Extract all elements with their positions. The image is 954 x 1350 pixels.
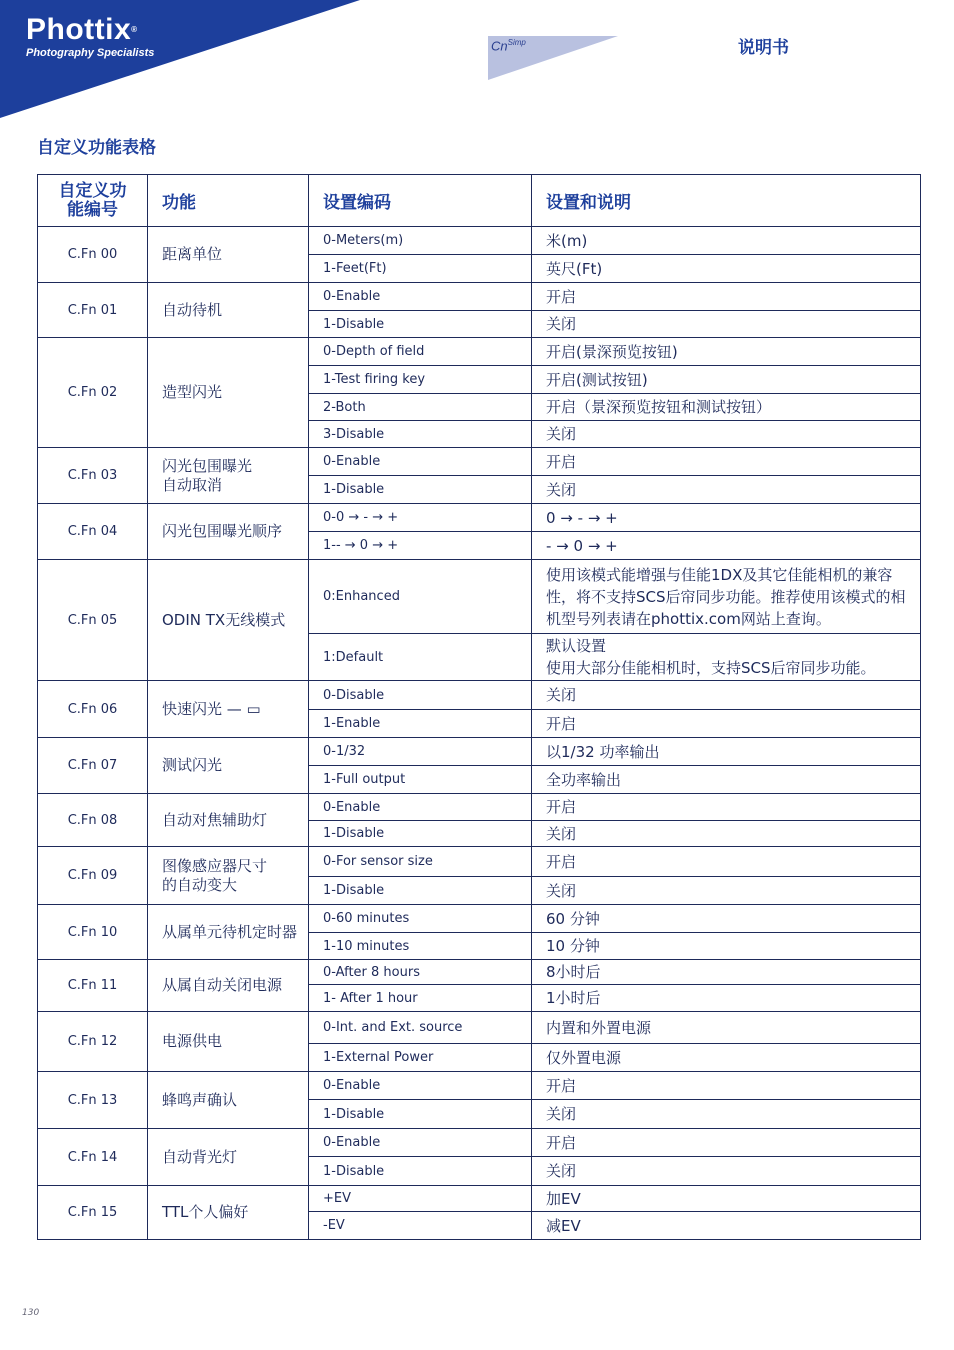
setting-description: 关闭 [532,1157,921,1186]
cfn-number: C.Fn 12 [38,1012,148,1072]
table-row [38,560,921,634]
setting-code: 0-Enable [309,1072,532,1100]
setting-description: 开启 [532,1129,921,1157]
cfn-number: C.Fn 05 [38,560,148,681]
table-row [38,338,921,366]
setting-code: 1-Disable [309,821,532,847]
setting-description: 米(m) [532,227,921,255]
setting-description: 开启 [532,847,921,877]
setting-code: 1-Disable [309,311,532,338]
table-row [38,283,921,311]
setting-code: 0-Enable [309,794,532,821]
setting-code: 2-Both [309,394,532,421]
setting-code: 1-Disable [309,1157,532,1186]
brand-tagline: Photography Specialists [26,47,155,59]
setting-code: 1:Default [309,634,532,681]
table-row [38,448,921,476]
table-row [38,794,921,821]
cfn-number: C.Fn 08 [38,794,148,847]
cfn-number: C.Fn 09 [38,847,148,905]
setting-code: 1-Disable [309,476,532,504]
setting-description: 以1/32 功率输出 [532,738,921,766]
table-row [38,847,921,877]
setting-code: 0-After 8 hours [309,960,532,985]
setting-code: 0-For sensor size [309,847,532,877]
brand-name: Phottix [26,13,132,46]
setting-description: 开启 [532,1072,921,1100]
table-row [38,1012,921,1044]
function-name: 造型闪光 [148,338,309,448]
cfn-number: C.Fn 01 [38,283,148,338]
setting-description: 加EV [532,1186,921,1212]
setting-description: 关闭 [532,821,921,847]
manual-title: 说明书 [738,38,789,58]
cfn-number: C.Fn 11 [38,960,148,1012]
setting-code: 0-0 → - → + [309,504,532,532]
setting-description: 仅外置电源 [532,1044,921,1072]
setting-description: 0 → - → + [532,504,921,532]
setting-code: 1-Full output [309,766,532,794]
cfn-number: C.Fn 10 [38,905,148,960]
setting-code: 0-Meters(m) [309,227,532,255]
table-row [38,227,921,255]
setting-description: 开启(景深预览按钮) [532,338,921,366]
setting-code: 1-Feet(Ft) [309,255,532,283]
header-setting-description: 设置和说明 [532,175,921,227]
table-row [38,681,921,710]
function-name: 自动待机 [148,283,309,338]
setting-code: 0-60 minutes [309,905,532,933]
function-name: ODIN TX无线模式 [148,560,309,681]
table-row [38,905,921,933]
setting-description: 开启（景深预览按钮和测试按钮） [532,394,921,421]
setting-code: 1-10 minutes [309,933,532,960]
function-name: 从属自动关闭电源 [148,960,309,1012]
header-setting-code: 设置编码 [309,175,532,227]
setting-description: 开启 [532,794,921,821]
function-name: 自动背光灯 [148,1129,309,1186]
setting-description: 60 分钟 [532,905,921,933]
phottix-logo [26,14,154,60]
function-name: 图像感应器尺寸 的自动变大 [148,847,309,905]
cfn-number: C.Fn 03 [38,448,148,504]
setting-code: 1- After 1 hour [309,985,532,1012]
setting-description: 默认设置 使用大部分佳能相机时，支持SCS后帘同步功能。 [532,634,921,681]
cfn-number: C.Fn 04 [38,504,148,560]
header-function: 功能 [148,175,309,227]
setting-description: 关闭 [532,421,921,448]
cfn-number: C.Fn 02 [38,338,148,448]
table-row [38,960,921,985]
setting-description: 减EV [532,1212,921,1240]
setting-description: 关闭 [532,681,921,710]
function-name: 距离单位 [148,227,309,283]
setting-description: 8小时后 [532,960,921,985]
setting-description: 开启 [532,710,921,738]
setting-code: 1-Disable [309,877,532,905]
cfn-number: C.Fn 13 [38,1072,148,1129]
function-name: 快速闪光 — ▭ [148,681,309,738]
table-row [38,1129,921,1157]
setting-description: 开启 [532,448,921,476]
table-row [38,504,921,532]
setting-code: 0-Disable [309,681,532,710]
setting-description: 关闭 [532,877,921,905]
setting-code: 1-- → 0 → + [309,532,532,560]
setting-description: 开启 [532,283,921,311]
setting-description: 使用该模式能增强与佳能1DX及其它佳能相机的兼容性，将不支持SCS后帘同步功能。推荐使用该模式的相机型号列表请在phottix.com网站上查询。 [532,560,921,634]
table-header-row [38,175,921,227]
setting-code: 0-Enable [309,283,532,311]
custom-function-table [37,174,921,1240]
cfn-number: C.Fn 15 [38,1186,148,1240]
setting-code: 1-Enable [309,710,532,738]
setting-description: 全功率输出 [532,766,921,794]
setting-code: 3-Disable [309,421,532,448]
setting-code: 0:Enhanced [309,560,532,634]
section-title: 自定义功能表格 [37,138,156,158]
setting-description: 关闭 [532,1100,921,1129]
setting-code: 1-Test firing key [309,366,532,394]
setting-code: 1-External Power [309,1044,532,1072]
language-label: $Cn^{Simp}$ [491,38,526,54]
registered-mark: ® [131,25,138,34]
function-name: 蜂鸣声确认 [148,1072,309,1129]
setting-code: 0-Enable [309,1129,532,1157]
setting-description: 内置和外置电源 [532,1012,921,1044]
cfn-number: C.Fn 06 [38,681,148,738]
setting-code: -EV [309,1212,532,1240]
function-name: 电源供电 [148,1012,309,1072]
function-name: 测试闪光 [148,738,309,794]
setting-description: 1小时后 [532,985,921,1012]
table-row [38,738,921,766]
setting-code: +EV [309,1186,532,1212]
function-name: 闪光包围曝光顺序 [148,504,309,560]
setting-code: 0-Enable [309,448,532,476]
cfn-number: C.Fn 14 [38,1129,148,1186]
header-cfn-number: 自定义功能编号 [38,175,148,227]
setting-description: 关闭 [532,476,921,504]
table-row [38,1072,921,1100]
setting-description: 10 分钟 [532,933,921,960]
setting-code: 1-Disable [309,1100,532,1129]
cfn-number: C.Fn 00 [38,227,148,283]
table-row [38,1186,921,1212]
function-name: 从属单元待机定时器 [148,905,309,960]
page-number: 130 [22,1308,40,1318]
function-name: 闪光包围曝光 自动取消 [148,448,309,504]
setting-code: 0-Depth of field [309,338,532,366]
cfn-number: C.Fn 07 [38,738,148,794]
setting-description: 关闭 [532,311,921,338]
function-name: TTL个人偏好 [148,1186,309,1240]
setting-code: 0-1/32 [309,738,532,766]
setting-code: 0-Int. and Ext. source [309,1012,532,1044]
setting-description: 开启(测试按钮) [532,366,921,394]
setting-description: 英尺(Ft) [532,255,921,283]
function-name: 自动对焦辅助灯 [148,794,309,847]
setting-description: - → 0 → + [532,532,921,560]
